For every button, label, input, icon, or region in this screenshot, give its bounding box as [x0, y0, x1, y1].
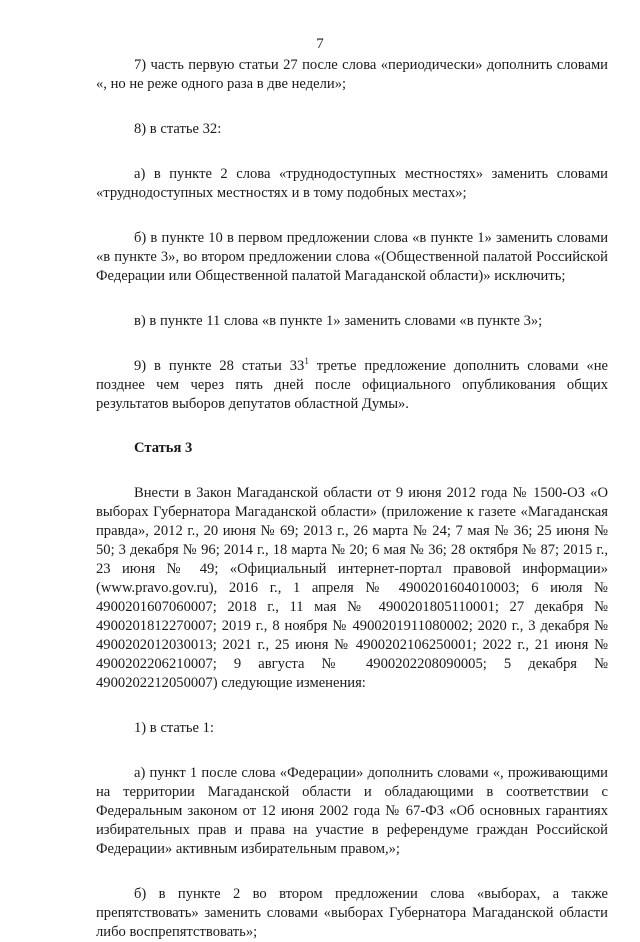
paragraph-item-8: 8) в статье 32: [134, 121, 222, 137]
article-item-1a: а) пункт 1 после слова «Федерации» дополнить словами «, проживающими на территории Магаданской области и обладающими в соответствии с Федеральным законом от 12 июня 2002 года № 67-ФЗ «Об основных гарантиях избирательных прав и права на участие в референдуме граждан Российской Федерации» активным избирательным правом,»; [96, 765, 608, 857]
document-body [96, 56, 608, 942]
paragraph-item-8v: в) в пункте 11 слова «в пункте 1» заменить словами «в пункте 3»; [134, 313, 543, 329]
paragraph-item-7: 7) часть первую статьи 27 после слова «периодически» дополнить словами «, но не реже одного раза в две недели»; [96, 57, 608, 92]
article-item-1: 1) в статье 1: [134, 720, 214, 736]
paragraph-item-8b: б) в пункте 10 в первом предложении слова «в пункте 1» заменить словами «в пункте 3», во втором предложении слова «(Общественной палатой Российской Федерации или Общественной палатой Магаданской области)» исключить; [96, 230, 608, 284]
page-number: 7 [316, 36, 324, 52]
article-heading: Статья 3 [134, 440, 193, 456]
article-superscript: 1 [304, 356, 309, 366]
paragraph-item-9-end: третье предложение дополнить словами «не позднее чем через пять дней после официального опубликования общих результатов выборов депутатов областной Думы». [96, 358, 609, 412]
paragraph-item-9-start: 9) в пункте 28 статьи 33 [134, 358, 305, 374]
article-intro: Внести в Закон Магаданской области от 9 июня 2012 года № 1500-ОЗ «О выборах Губернатора Магаданской области» (приложение к газете «Магаданская правда», 2012 г., 20 июня № 69; 2013 г., 26 марта № 24; 7 мая № 36; 25 июня № 50; 3 декабря № 96; 2014 г., 18 марта № 20; 6 мая № 36; 28 октября № 87; 2015 г., 23 июня № 49; «Официальный интернет-портал правовой информации» (www.pravo.gov.ru), 2016 г., 1 апреля № 4900201604010003; 6 июля № 4900201607060007; 2018 г., 11 мая № 4900201805110001; 27 декабря № 4900201812270007; 2019 г., 8 ноября № 4900201911080002; 2020 г., 3 декабря № 4900202012030013; 2021 г., 25 июня № 4900202106250001; 2022 г., 21 июня № 4900202206210007; 9 августа № 4900202208090005; 5 декабря № 4900202212050007) следующие изменения: [96, 485, 608, 691]
paragraph-item-8a: а) в пункте 2 слова «труднодоступных местностях» заменить словами «труднодоступных местностях и в тому подобных местах»; [96, 166, 608, 201]
article-item-1b: б) в пункте 2 во втором предложении слова «выборах, а также препятствовать» заменить словами «выборах Губернатора Магаданской области либо воспрепятствовать»; [96, 886, 608, 940]
paragraph-item-9 [96, 357, 608, 414]
